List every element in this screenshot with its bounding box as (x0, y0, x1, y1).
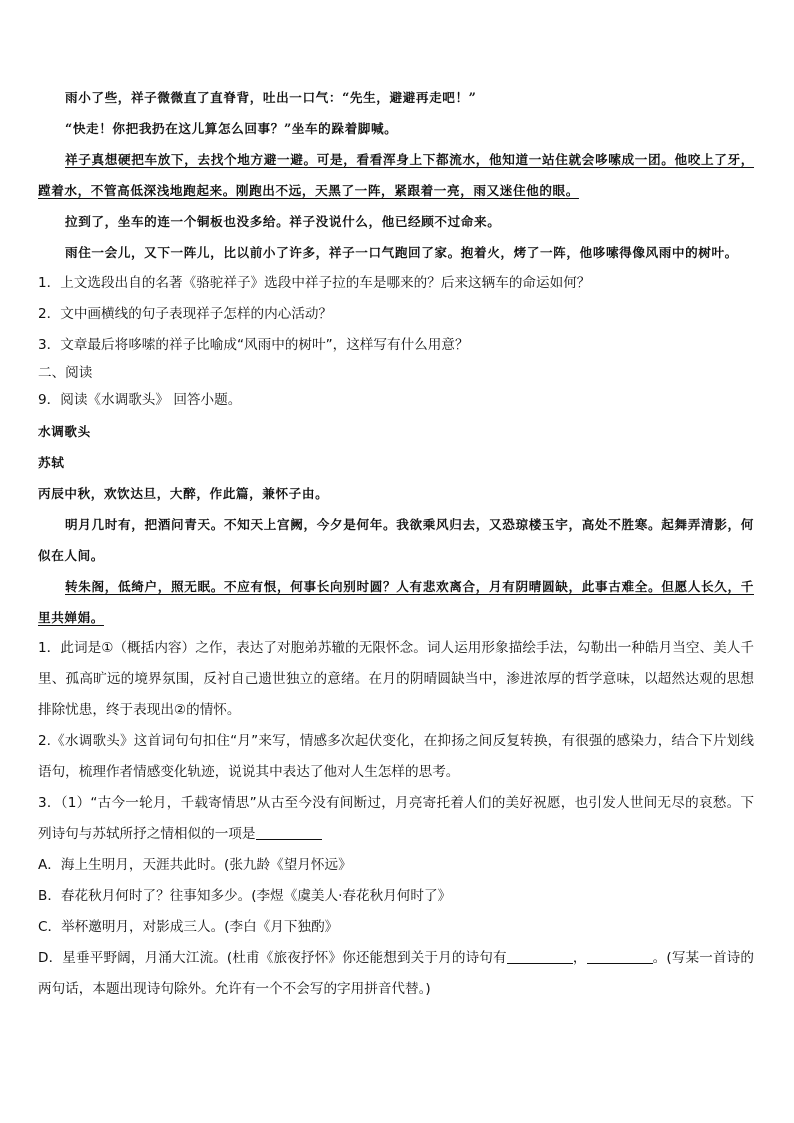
answer-blank-1[interactable] (507, 949, 573, 964)
poem-question-2: 2.《水调歌头》这首词句句扣住“月”来写，情感多次起伏变化，在抑扬之间反复转换，有很强的感染力，结合下片划线语句，梳理作者情感变化轨迹，说说其中表达了他对人生怎样的思考。 (38, 733, 754, 780)
option-d-note: 。(写某一首诗的两句话，本题出现诗句除外。允许有一个不会写的字用拼音代替。) (38, 950, 754, 997)
story-paragraph-2: “快走！你把我扔在这儿算怎么回事？”坐车的跺着脚喊。 (65, 121, 398, 136)
story-question-2: 2．文中画横线的句子表现祥子怎样的内心活动？ (38, 306, 333, 322)
underlined-passage: 祥子真想硬把车放下，去找个地方避一避。可是，看看浑身上下都流水，他知道一站住就会哆嗦成一团。他咬上了牙，蹚着水，不管高低深浅地跑起来。刚跑出不远，天黑了一阵，紧跟着一亮，雨又迷住他的眼。 (38, 152, 754, 198)
poem-preface: 丙辰中秋，欢饮达旦，大醉，作此篇，兼怀子由。 (38, 486, 329, 501)
option-d-text: D．星垂平野阔，月涌大江流。(杜甫《旅夜抒怀》你还能想到关于月的诗句有 (38, 950, 507, 966)
option-d-comma: ， (572, 950, 587, 966)
option-d (38, 943, 754, 1005)
question-3-stem: 3．（1）“古今一轮月，千载寄情思”从古至今没有间断过，月亮寄托着人们的美好祝愿，也引发人世间无尽的哀愁。下列诗句与苏轼所抒之情相似的一项是 (38, 795, 754, 842)
option-a: A．海上生明月，天涯共此时。(张九龄《望月怀远》 (38, 857, 352, 873)
poem-title: 水调歌头 (38, 424, 91, 439)
poem-question-1: 1．此词是①（概括内容）之作，表达了对胞弟苏辙的无限怀念。词人运用形象描绘手法，勾勒出一种皓月当空、美人千里、孤高旷远的境界氛围，反衬自己遗世独立的意绪。在月的阴晴圆缺当中，渗进浓厚的哲学意味，以超然达观的思想排除忧患，终于表现出②的情怀。 (38, 640, 754, 718)
question-9-intro: 9．阅读《水调歌头》 回答小题。 (38, 392, 242, 408)
poem-question-3 (38, 788, 754, 850)
story-paragraph-5: 雨住一会儿，又下一阵儿，比以前小了许多，祥子一口气跑回了家。抱着火，烤了一阵，他哆嗦得像风雨中的树叶。 (65, 245, 738, 260)
answer-blank-2[interactable] (587, 949, 653, 964)
poem-author: 苏轼 (38, 455, 65, 470)
poem-stanza-2 (38, 571, 754, 633)
option-c: C．举杯邀明月，对影成三人。(李白《月下独酌》 (38, 919, 339, 935)
section-heading: 二、阅读 (38, 365, 93, 381)
underlined-stanza: 转朱阁，低绮户，照无眠。不应有恨，何事长向别时圆？人有悲欢离合，月有阴晴圆缺，此事古难全。但愿人长久，千里共婵娟。 (38, 579, 754, 625)
story-question-1: 1．上文选段出自的名著《骆驼祥子》选段中祥子拉的车是哪来的？后来这辆车的命运如何？ (38, 275, 591, 291)
story-paragraph-4: 拉到了，坐车的连一个铜板也没多给。祥子没说什么，他已经顾不过命来。 (65, 214, 501, 229)
story-paragraph-3 (38, 144, 754, 206)
story-question-3: 3．文章最后将哆嗦的祥子比喻成“风雨中的树叶”，这样写有什么用意？ (38, 337, 469, 353)
option-b: B．春花秋月何时了？往事知多少。(李煜《虞美人·春花秋月何时了》 (38, 888, 452, 904)
story-paragraph-1: 雨小了些，祥子微微直了直脊背，吐出一口气：“先生，避避再走吧！” (65, 90, 477, 105)
answer-blank[interactable] (256, 825, 322, 840)
poem-stanza-1: 明月几时有，把酒问青天。不知天上宫阙，今夕是何年。我欲乘风归去，又恐琼楼玉宇，高处不胜寒。起舞弄清影，何似在人间。 (38, 517, 754, 563)
